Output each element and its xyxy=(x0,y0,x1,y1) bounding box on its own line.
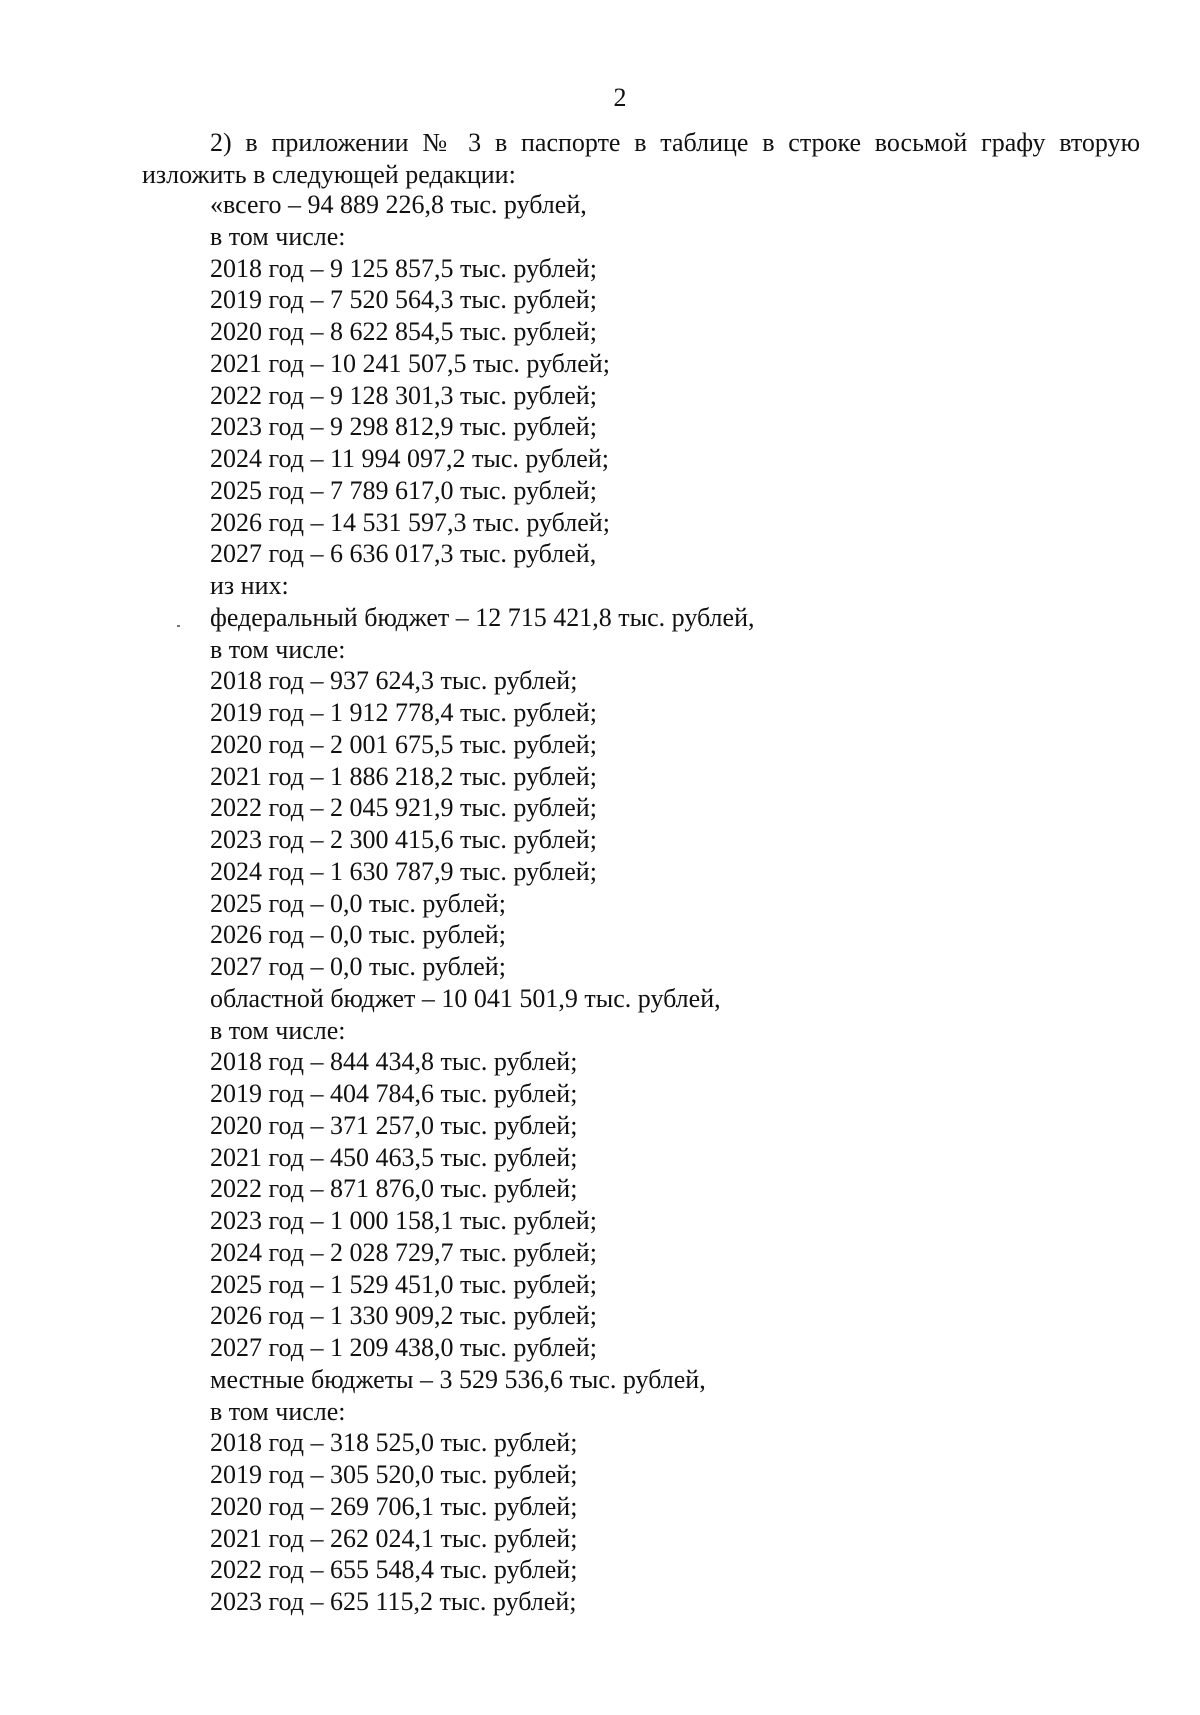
funding-line: 2023 год – 9 298 812,9 тыс. рублей; xyxy=(210,412,597,442)
funding-line: в том числе: xyxy=(210,634,346,664)
funding-line: 2019 год – 305 520,0 тыс. рублей; xyxy=(210,1460,578,1489)
funding-line: в том числе: xyxy=(210,1015,346,1045)
funding-line: 2023 год – 2 300 415,6 тыс. рублей; xyxy=(210,825,597,854)
funding-line: местные бюджеты – 3 529 536,6 тыс. рублей, xyxy=(210,1364,706,1394)
funding-line: в том числе: xyxy=(210,221,346,251)
funding-line: 2024 год – 1 630 787,9 тыс. рублей; xyxy=(210,856,597,886)
funding-line: 2023 год – 625 115,2 тыс. рублей; xyxy=(210,1587,577,1616)
funding-line: 2019 год – 7 520 564,3 тыс. рублей; xyxy=(210,285,597,315)
funding-lines-list xyxy=(210,189,1110,1618)
funding-line: 2018 год – 937 624,3 тыс. рублей; xyxy=(210,666,578,696)
funding-line: федеральный бюджет – 12 715 421,8 тыс. рублей, xyxy=(210,602,755,632)
funding-line: 2020 год – 269 706,1 тыс. рублей; xyxy=(210,1491,578,1521)
funding-line: 2022 год – 655 548,4 тыс. рублей; xyxy=(210,1555,578,1585)
funding-line: 2026 год – 0,0 тыс. рублей; xyxy=(210,920,506,950)
funding-line: 2019 год – 404 784,6 тыс. рублей; xyxy=(210,1079,578,1108)
funding-line: 2018 год – 9 125 857,5 тыс. рублей; xyxy=(210,253,597,283)
funding-line: 2020 год – 371 257,0 тыс. рублей; xyxy=(210,1110,578,1140)
funding-line: 2024 год – 2 028 729,7 тыс. рублей; xyxy=(210,1237,597,1267)
scan-speck xyxy=(177,625,180,627)
funding-line: 2021 год – 262 024,1 тыс. рублей; xyxy=(210,1523,578,1553)
page-number: 2 xyxy=(613,83,627,112)
funding-line: 2022 год – 9 128 301,3 тыс. рублей; xyxy=(210,380,597,410)
funding-line: 2018 год – 844 434,8 тыс. рублей; xyxy=(210,1047,578,1077)
funding-line: 2025 год – 1 529 451,0 тыс. рублей; xyxy=(210,1269,597,1299)
funding-line: 2027 год – 1 209 438,0 тыс. рублей; xyxy=(210,1333,597,1362)
funding-line: 2021 год – 10 241 507,5 тыс. рублей; xyxy=(210,348,610,378)
funding-line: 2019 год – 1 912 778,4 тыс. рублей; xyxy=(210,698,597,727)
funding-line: 2025 год – 0,0 тыс. рублей; xyxy=(210,888,506,918)
funding-line: 2020 год – 2 001 675,5 тыс. рублей; xyxy=(210,729,597,759)
funding-line: 2020 год – 8 622 854,5 тыс. рублей; xyxy=(210,317,597,346)
funding-line: 2026 год – 1 330 909,2 тыс. рублей; xyxy=(210,1301,597,1331)
funding-line: 2022 год – 871 876,0 тыс. рублей; xyxy=(210,1174,578,1204)
funding-line: 2018 год – 318 525,0 тыс. рублей; xyxy=(210,1428,578,1458)
funding-line: 2022 год – 2 045 921,9 тыс. рублей; xyxy=(210,793,597,823)
funding-line: 2027 год – 0,0 тыс. рублей; xyxy=(210,952,506,981)
funding-line: 2026 год – 14 531 597,3 тыс. рублей; xyxy=(210,507,610,537)
funding-line: областной бюджет – 10 041 501,9 тыс. рублей, xyxy=(210,983,721,1013)
funding-line: 2027 год – 6 636 017,3 тыс. рублей, xyxy=(210,539,597,569)
intro-paragraph: 2) в приложении № 3 в паспорте в таблице в строке восьмой графу вторую изложить в следующей редакции: xyxy=(142,128,1140,189)
funding-line: 2021 год – 450 463,5 тыс. рублей; xyxy=(210,1142,578,1172)
funding-line: 2023 год – 1 000 158,1 тыс. рублей; xyxy=(210,1206,597,1235)
funding-line: «всего – 94 889 226,8 тыс. рублей, xyxy=(210,190,587,219)
funding-line: 2021 год – 1 886 218,2 тыс. рублей; xyxy=(210,761,597,791)
funding-line: 2024 год – 11 994 097,2 тыс. рублей; xyxy=(210,444,609,473)
funding-line: 2025 год – 7 789 617,0 тыс. рублей; xyxy=(210,475,597,505)
funding-line: в том числе: xyxy=(210,1396,346,1426)
funding-line: из них: xyxy=(210,571,289,600)
